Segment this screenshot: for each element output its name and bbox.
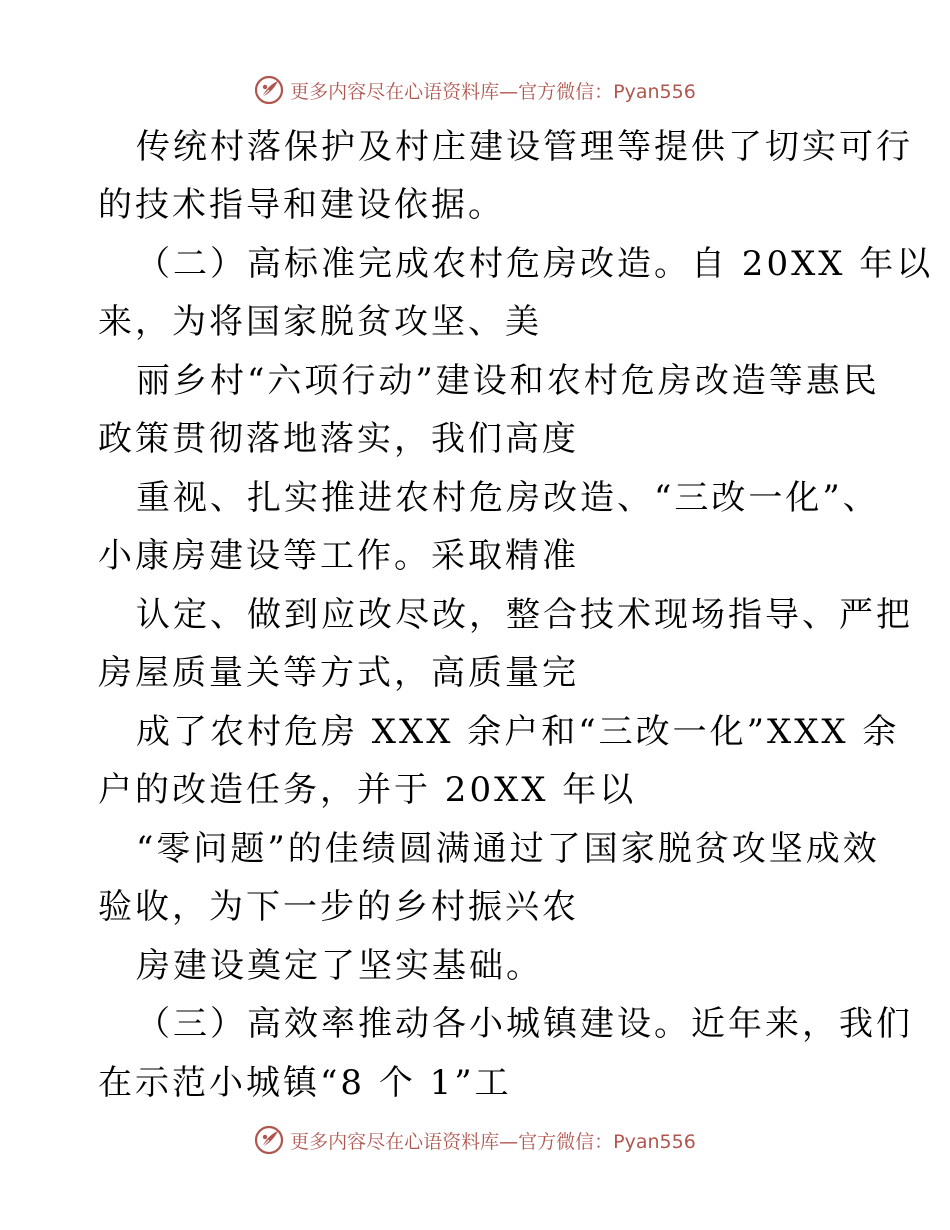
text-line-9: 认定、做到应改尽改，整合技术现场指导、严把 [136,595,913,635]
text-line-17: 在示范小城镇“8 个 1”工 [98,1063,512,1103]
text-line-12: 户的改造任务，并于 20XX 年以 [98,770,637,810]
text-line-13: “零问题”的佳绩圆满通过了国家脱贫攻坚成效 [136,829,880,869]
text-line-14: 验收，为下一步的乡村振兴农 [98,887,579,927]
text-line-6: 政策贯彻落地落实，我们高度 [98,419,579,459]
text-line-7: 重视、扎实推进农村危房改造、“三改一化”、 [136,478,880,518]
feather-pen-logo-icon [254,75,284,105]
text-line-10: 房屋质量关等方式，高质量完 [98,653,579,693]
text-line-1: 传统村落保护及村庄建设管理等提供了切实可行 [136,127,913,167]
text-line-5: 丽乡村“六项行动”建设和农村危房改造等惠民 [136,361,880,401]
text-line-3: （二）高标准完成农村危房改造。自 20XX 年以 [136,244,934,284]
feather-pen-logo-icon [254,1125,284,1155]
text-line-2: 的技术指导和建设依据。 [98,185,505,225]
text-line-11: 成了农村危房 XXX 余户和“三改一化”XXX 余 [136,712,900,752]
footer-banner-text: 更多内容尽在心语资料库—官方微信：Pyan556 [290,1130,696,1153]
text-line-15: 房建设奠定了坚实基础。 [136,946,543,986]
text-line-8: 小康房建设等工作。采取精准 [98,536,579,576]
header-banner-text: 更多内容尽在心语资料库—官方微信：Pyan556 [290,80,696,103]
text-line-4: 来，为将国家脱贫攻坚、美 [98,302,542,342]
header-banner [0,70,950,110]
text-line-16: （三）高效率推动各小城镇建设。近年来，我们 [136,1004,913,1044]
footer-banner [0,1120,950,1160]
